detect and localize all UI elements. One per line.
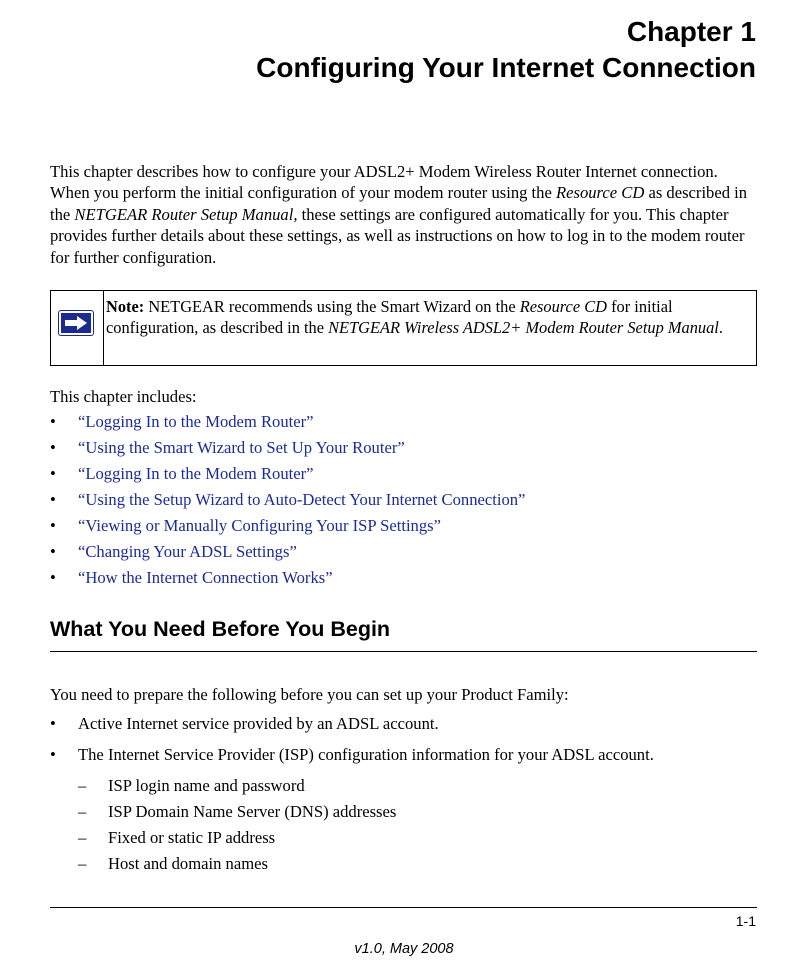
dash-icon: –	[78, 854, 87, 873]
chapter-link[interactable]: “Viewing or Manually Configuring Your ISP Settings”	[78, 516, 441, 535]
chapter-link[interactable]: “Using the Setup Wizard to Auto-Detect Your Internet Connection”	[78, 490, 526, 509]
intro-text-2: as described in the	[50, 183, 748, 224]
bullet-icon: •	[50, 568, 56, 587]
bullet-icon: •	[50, 714, 56, 733]
includes-heading: This chapter includes:	[50, 387, 197, 406]
intro-paragraph	[50, 161, 760, 268]
note-text-2: for initial configuration, as described in the	[106, 297, 673, 337]
note-label: Note:	[106, 297, 145, 316]
requirement-text: The Internet Service Provider (ISP) configuration information for your ADSL account.	[78, 745, 654, 764]
isp-info-text: ISP login name and password	[108, 776, 305, 795]
chapter-link-item[interactable]	[50, 409, 525, 435]
intro-emphasis-1: Resource CD	[555, 183, 645, 203]
chapter-link-item[interactable]	[50, 461, 525, 487]
requirement-text: Active Internet service provided by an ADSL account.	[78, 714, 439, 733]
isp-info-item	[78, 825, 396, 851]
isp-info-item	[78, 851, 396, 877]
dash-icon: –	[78, 802, 87, 821]
right-arrow-icon	[59, 311, 93, 335]
version-footer: v1.0, May 2008	[354, 941, 454, 957]
chapter-link-item[interactable]	[50, 565, 525, 591]
chapter-link[interactable]: “Logging In to the Modem Router”	[78, 412, 314, 431]
bullet-icon: •	[50, 542, 56, 561]
note-icon-cell	[51, 291, 104, 365]
isp-info-list	[78, 773, 396, 877]
dash-icon: –	[78, 828, 87, 847]
section-title: What You Need Before You Begin	[50, 617, 391, 641]
requirement-item	[50, 713, 654, 735]
isp-info-item	[78, 799, 396, 825]
page-number: 1-1	[735, 913, 756, 929]
chapter-link-item[interactable]	[50, 487, 525, 513]
chapter-link-item[interactable]	[50, 435, 525, 461]
isp-info-text: Host and domain names	[108, 854, 268, 873]
chapter-link[interactable]: “Logging In to the Modem Router”	[78, 464, 314, 483]
isp-info-item	[78, 773, 396, 799]
chapter-header	[256, 14, 756, 86]
isp-info-text: Fixed or static IP address	[108, 828, 276, 847]
section-divider	[50, 651, 757, 652]
note-emphasis-2: NETGEAR Wireless ADSL2+ Modem Router Setup Manual	[328, 318, 719, 337]
section-intro: You need to prepare the following before you can set up your Product Family:	[50, 685, 569, 704]
footer-divider	[50, 907, 757, 908]
bullet-icon: •	[50, 412, 56, 431]
chapter-title: Configuring Your Internet Connection	[256, 52, 756, 83]
chapter-link-list	[50, 409, 525, 591]
bullet-icon: •	[50, 464, 56, 483]
chapter-link-item[interactable]	[50, 513, 525, 539]
requirements-list	[50, 713, 654, 775]
note-box	[50, 290, 757, 366]
note-text-3: .	[718, 318, 723, 337]
chapter-link[interactable]: “How the Internet Connection Works”	[78, 568, 333, 587]
intro-emphasis-2: NETGEAR Router Setup Manual,	[74, 204, 298, 224]
dash-icon: –	[78, 776, 87, 795]
chapter-link-item[interactable]	[50, 539, 525, 565]
isp-info-text: ISP Domain Name Server (DNS) addresses	[108, 802, 397, 821]
chapter-link[interactable]: “Using the Smart Wizard to Set Up Your Router”	[78, 438, 405, 457]
bullet-icon: •	[50, 438, 56, 457]
chapter-link[interactable]: “Changing Your ADSL Settings”	[78, 542, 297, 561]
intro-text-1: This chapter describes how to configure your ADSL2+ Modem Wireless Router Internet connection. When you perform the initial configuration of your modem router using the	[50, 162, 718, 203]
bullet-icon: •	[50, 745, 56, 764]
requirement-item	[50, 744, 654, 766]
intro-text-3: these settings are configured automatically for you. This chapter provides further details about these settings, as well as instructions on how to log in to the modem router for further configuration.	[50, 204, 745, 267]
note-text-1: NETGEAR recommends using the Smart Wizard on the	[144, 297, 520, 316]
note-emphasis-1: Resource CD	[519, 297, 607, 316]
note-text	[106, 296, 746, 338]
bullet-icon: •	[50, 516, 56, 535]
bullet-icon: •	[50, 490, 56, 509]
chapter-number: Chapter 1	[626, 16, 756, 47]
